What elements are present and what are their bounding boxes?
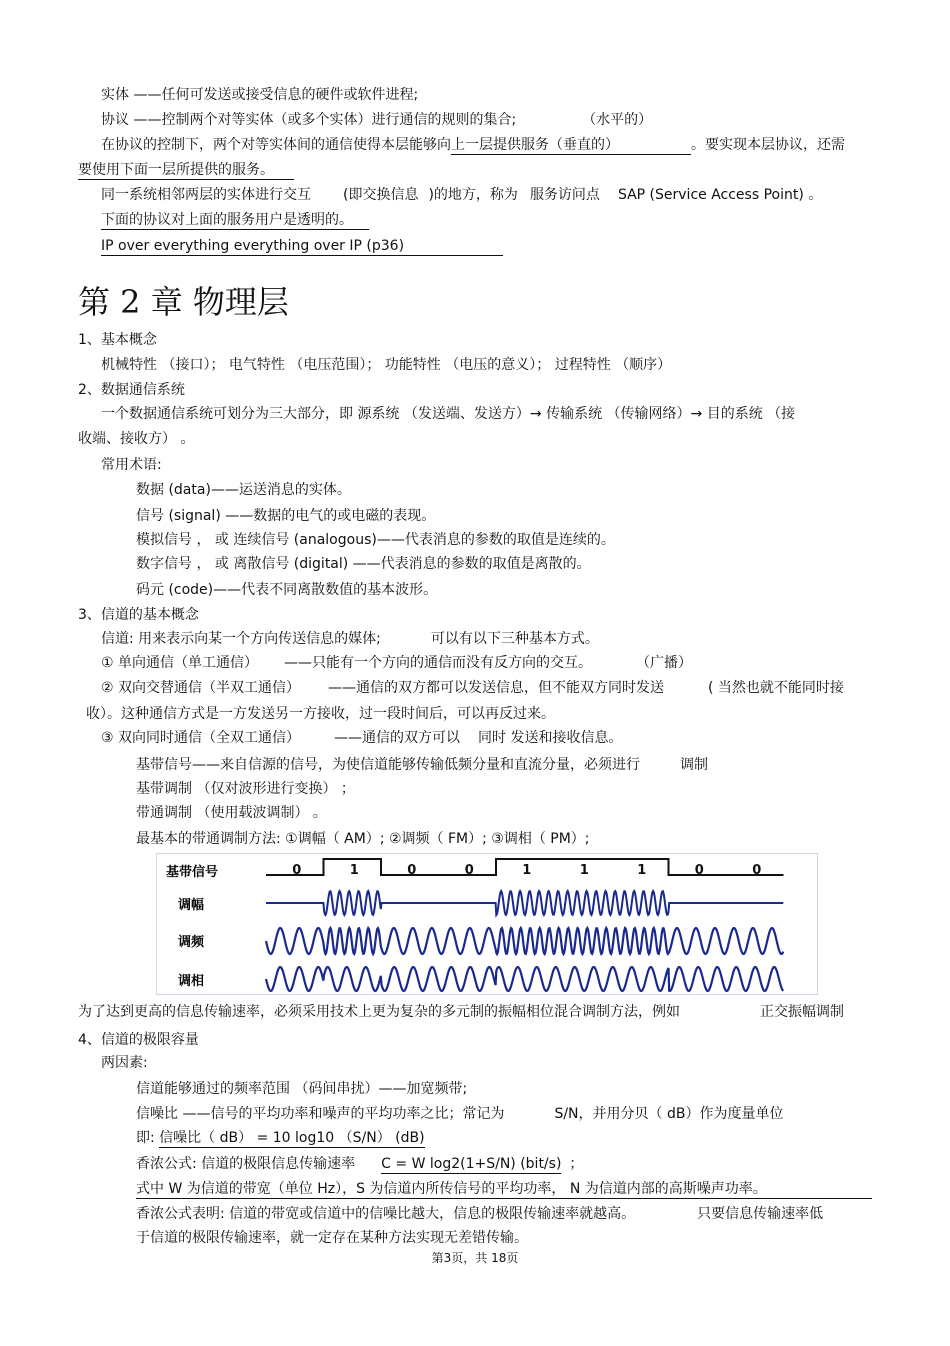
bandpass-modulation: 带通调制 （使用载波调制） 。 bbox=[136, 805, 327, 821]
term-analog-signal: 模拟信号 ， 或 连续信号 (analogous)——代表消息的参数的取值是连续的。 bbox=[136, 532, 615, 548]
text-protocol-definition bbox=[101, 110, 652, 130]
section-2-system: 一个数据通信系统可划分为三大部分，即 源系统 （发送端、发送方）→ 传输系统 （传输网络）→ 目的系统 （接 bbox=[101, 406, 796, 422]
lower-layer-underlined: 要使用下面一层所提供的服务。 bbox=[78, 161, 294, 180]
sap-acronym: SAP (Service Access Point) 。 bbox=[617, 187, 823, 203]
label-am: 调幅 bbox=[178, 898, 205, 913]
text-transparent bbox=[101, 210, 369, 230]
sap-text-2: (即交换信息 bbox=[343, 187, 419, 203]
modulation-diagram bbox=[156, 853, 818, 995]
bit-label: 0 bbox=[694, 863, 704, 878]
bit-label: 0 bbox=[407, 863, 417, 878]
text-ip-over-everything bbox=[101, 236, 503, 256]
bit-label: 1 bbox=[522, 863, 532, 878]
snr-text: 信噪比 ——信号的平均功率和噪声的平均功率之比；常记为 bbox=[136, 1106, 505, 1122]
sap-term: 服务访问点 bbox=[529, 187, 600, 203]
snr-unit: S/N，并用分贝（ dB）作为度量单位 bbox=[554, 1106, 784, 1122]
factor-bandwidth: 信道能够通过的频率范围 （码间串扰）——加宽频带; bbox=[136, 1081, 468, 1097]
simplex-name: ① 单向通信（单工通信） bbox=[101, 655, 259, 671]
bit-label: 0 bbox=[292, 863, 302, 878]
mode-half-duplex bbox=[101, 678, 844, 698]
baseband-modulation: 基带调制 （仅对波形进行变换） ； bbox=[136, 781, 355, 797]
qam-text: 为了达到更高的信息传输速率，必须采用技术上更为复杂的多元制的振幅相位混合调制方法，例如 bbox=[78, 1004, 680, 1020]
mode-simplex bbox=[101, 653, 692, 673]
sap-text-3: )的地方，称为 bbox=[428, 187, 518, 203]
sap-text-1: 同一系统相邻两层的实体进行交互 bbox=[101, 187, 311, 203]
shannon-meaning-end: 于信道的极限传输速率，就一定存在某种方法实现无差错传输。 bbox=[136, 1230, 528, 1246]
page-footer: 第3页，共 18页 bbox=[431, 1251, 519, 1265]
factor-snr bbox=[136, 1104, 783, 1124]
shannon-label: 香浓公式: 信道的极限信息传输速率 bbox=[136, 1156, 356, 1172]
basic-modulation-methods: 最基本的带通调制方法: ①调幅（ AM）; ②调频（ FM）; ③调相（ PM）; bbox=[136, 831, 590, 847]
snr-formula: 信噪比（ dB） = 10 log10 （S/N） (dB) bbox=[159, 1130, 425, 1146]
label-fm: 调频 bbox=[178, 935, 205, 950]
ip-over-underlined: IP over everything everything over IP (p36) bbox=[101, 237, 503, 256]
protocol-text: 协议 ——控制两个对等实体（或多个实体）进行通信的规则的集合; bbox=[101, 112, 517, 128]
section-4-heading: 4、信道的极限容量 bbox=[78, 1032, 199, 1048]
full-duplex-desc: ——通信的双方可以 bbox=[334, 730, 461, 746]
baseband-term: 调制 bbox=[680, 757, 708, 773]
shannon-semicolon: ； bbox=[569, 1156, 584, 1172]
service-text-1: 在协议的控制下，两个对等实体间的通信使得本层能够向 bbox=[101, 137, 451, 153]
channel-definition bbox=[101, 629, 599, 649]
shannon-variables bbox=[136, 1179, 872, 1199]
section-2-terms-label: 常用术语: bbox=[101, 457, 162, 473]
service-underlined: 上一层提供服务（垂直的） bbox=[451, 136, 691, 155]
text-sap bbox=[101, 185, 822, 205]
section-2-heading: 2、数据通信系统 bbox=[78, 382, 185, 398]
term-code: 码元 (code)——代表不同离散数值的基本波形。 bbox=[136, 582, 438, 598]
half-duplex-name: ② 双向交替通信（半双工通信） bbox=[101, 680, 301, 696]
protocol-note: （水平的） bbox=[582, 112, 653, 128]
bit-label: 1 bbox=[637, 863, 647, 878]
mode-half-duplex-cont: 收）。这种通信方式是一方发送另一方接收，过一段时间后，可以再反过来。 bbox=[86, 706, 555, 722]
text-protocol-service bbox=[101, 135, 845, 155]
half-duplex-desc: ——通信的双方都可以发送信息，但不能双方同时发送 bbox=[328, 680, 665, 696]
section-3-heading: 3、信道的基本概念 bbox=[78, 607, 199, 623]
bit-label: 1 bbox=[579, 863, 589, 878]
service-text-2: 。要实现本层协议，还需 bbox=[691, 137, 845, 153]
snr-formula-line bbox=[136, 1128, 425, 1148]
section-4-factors: 两因素: bbox=[101, 1055, 148, 1071]
term-signal: 信号 (signal) ——数据的电气的或电磁的表现。 bbox=[136, 508, 436, 524]
bit-label: 0 bbox=[464, 863, 474, 878]
simplex-desc: ——只能有一个方向的通信而没有反方向的交互。 bbox=[284, 655, 593, 671]
section-1-heading: 1、基本概念 bbox=[78, 332, 157, 348]
label-baseband: 基带信号 bbox=[166, 865, 219, 880]
shannon-variables-underlined: 式中 W 为信道的带宽（单位 Hz），S 为信道内所传信号的平均功率， N 为信道内部的高斯噪声功率。 bbox=[136, 1180, 872, 1199]
full-duplex-name: ③ 双向同时通信（全双工通信） bbox=[101, 730, 301, 746]
term-digital-signal: 数字信号 ， 或 离散信号 (digital) ——代表消息的参数的取值是离散的。 bbox=[136, 556, 591, 572]
shannon-meaning-cont: 只要信息传输速率低 bbox=[697, 1206, 824, 1222]
modulation-figure bbox=[156, 853, 818, 995]
text-lower-layer bbox=[78, 160, 294, 180]
shannon-meaning-text: 香浓公式表明: 信道的带宽或信道中的信噪比越大，信息的极限传输速率就越高。 bbox=[136, 1206, 636, 1222]
channel-def-text: 信道: 用来表示向某一个方向传送信息的媒体; bbox=[101, 631, 381, 647]
full-duplex-note: 同时 发送和接收信息。 bbox=[478, 730, 623, 746]
label-pm: 调相 bbox=[178, 974, 205, 989]
chapter-title: 第 2 章 物理层 bbox=[78, 283, 289, 321]
half-duplex-note: ( 当然也就不能同时接 bbox=[708, 680, 844, 696]
qam-term: 正交振幅调制 bbox=[760, 1004, 844, 1020]
bit-label: 1 bbox=[349, 863, 359, 878]
transparent-underlined: 下面的协议对上面的服务用户是透明的。 bbox=[101, 211, 369, 230]
section-1-characteristics: 机械特性 （接口）； 电气特性 （电压范围）； 功能特性 （电压的意义）； 过程特性 （顺序） bbox=[101, 357, 672, 373]
section-2-system-cont: 收端、接收方） 。 bbox=[78, 431, 195, 447]
simplex-note: （广播） bbox=[636, 655, 693, 671]
term-data: 数据 (data)——运送消息的实体。 bbox=[136, 482, 351, 498]
bit-label: 0 bbox=[752, 863, 762, 878]
qam-paragraph bbox=[78, 1002, 844, 1022]
shannon-formula: C = W log2(1+S/N) (bit/s) bbox=[381, 1156, 562, 1172]
text-entity-definition: 实体 ——任何可发送或接受信息的硬件或软件进程; bbox=[101, 87, 419, 103]
shannon-meaning bbox=[136, 1204, 823, 1224]
shannon-formula-line bbox=[136, 1154, 583, 1174]
baseband-signal bbox=[136, 755, 708, 775]
snr-formula-prefix: 即: bbox=[136, 1130, 160, 1146]
channel-def-modes: 可以有以下三种基本方式。 bbox=[430, 631, 599, 647]
baseband-text: 基带信号——来自信源的信号，为使信道能够传输低频分量和直流分量，必须进行 bbox=[136, 757, 640, 773]
mode-full-duplex bbox=[101, 728, 622, 748]
